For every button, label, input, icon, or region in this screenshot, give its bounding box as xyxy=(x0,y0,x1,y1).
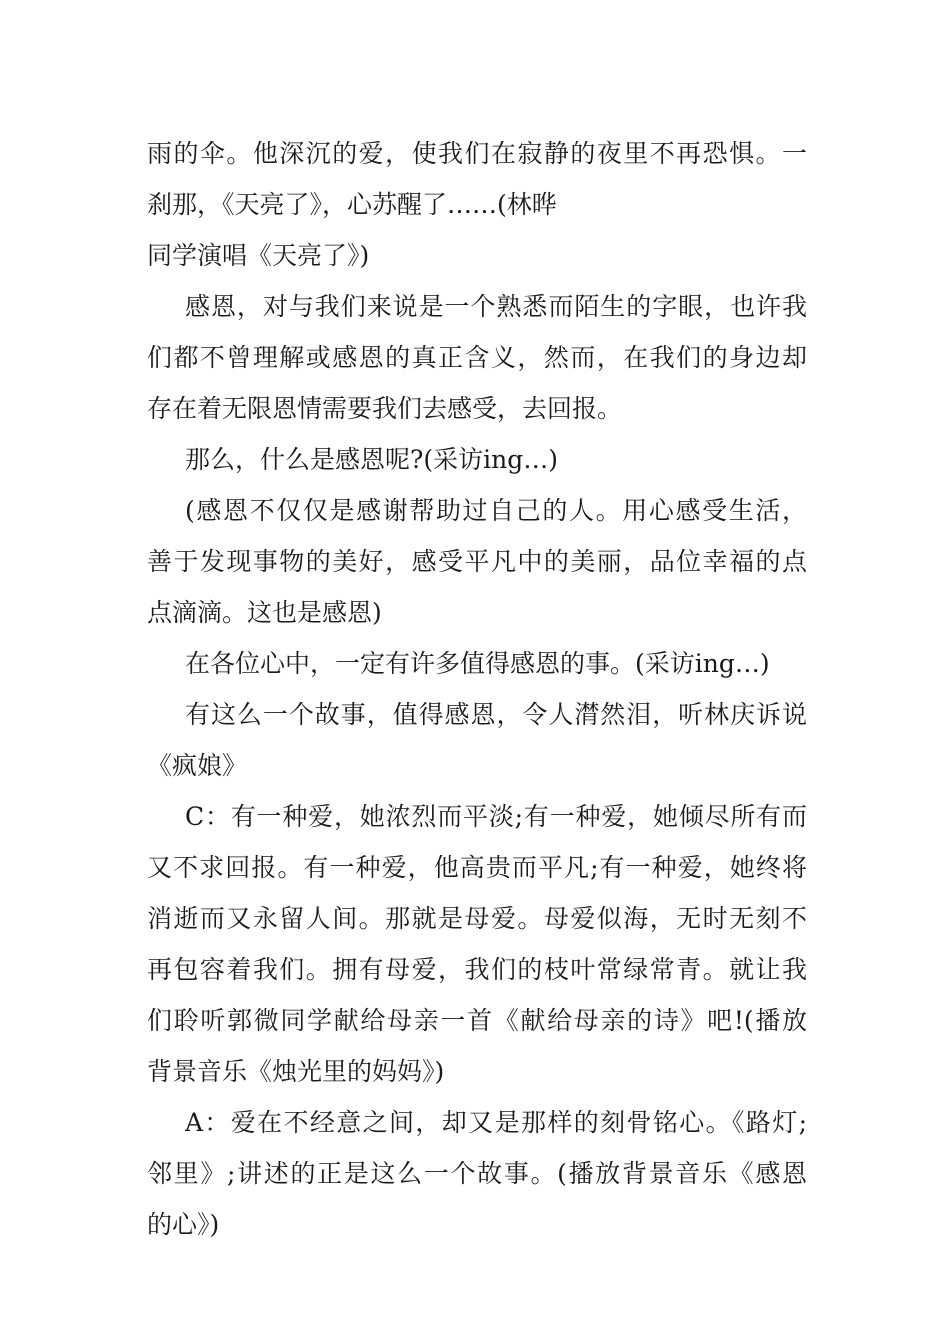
text-line: 感恩，对与我们来说是一个熟悉而陌生的字眼，也许我 xyxy=(185,292,807,321)
text-line: 背景音乐《烛光里的妈妈》) xyxy=(147,1057,445,1086)
text-line: 那么，什么是感恩呢?(采访ing…) xyxy=(185,445,559,474)
text-line: 们都不曾理解或感恩的真正含义，然而，在我们的身边却 xyxy=(147,343,807,372)
text-line: 同学演唱《天亮了》) xyxy=(147,241,370,270)
text-line: 消逝而又永留人间。那就是母爱。母爱似海，无时无刻不 xyxy=(147,904,807,933)
text-line: 刹那，《天亮了》，心苏醒了……(林晔 xyxy=(147,190,557,219)
text-line: 在各位心中，一定有许多值得感恩的事。(采访ing…) xyxy=(185,649,770,678)
text-line: 存在着无限恩情需要我们去感受，去回报。 xyxy=(147,394,623,423)
text-line: C：有一种爱，她浓烈而平淡;有一种爱，她倾尽所有而 xyxy=(185,802,807,831)
text-line: 再包容着我们。拥有母爱，我们的枝叶常绿常青。就让我 xyxy=(147,955,807,984)
text-line: 《疯娘》 xyxy=(147,751,248,780)
text-line: 有这么一个故事，值得感恩，令人潸然泪，听林庆诉说 xyxy=(185,700,807,729)
text-line: 邻里》;讲述的正是这么一个故事。(播放背景音乐《感恩 xyxy=(147,1159,807,1188)
text-line: (感恩不仅仅是感谢帮助过自己的人。用心感受生活， xyxy=(185,496,807,525)
text-line: A：爱在不经意之间，却又是那样的刻骨铭心。《路灯; xyxy=(185,1108,807,1137)
document-body xyxy=(147,128,807,1250)
text-line: 雨的伞。他深沉的爱，使我们在寂静的夜里不再恐惧。一 xyxy=(147,139,807,168)
text-line: 又不求回报。有一种爱，他高贵而平凡;有一种爱，她终将 xyxy=(147,853,807,882)
text-line: 点滴滴。这也是感恩) xyxy=(147,598,382,627)
text-line: 们聆听郭微同学献给母亲一首《献给母亲的诗》吧!(播放 xyxy=(147,1006,807,1035)
text-line: 的心》) xyxy=(147,1210,220,1239)
text-line: 善于发现事物的美好，感受平凡中的美丽，品位幸福的点 xyxy=(147,547,807,576)
